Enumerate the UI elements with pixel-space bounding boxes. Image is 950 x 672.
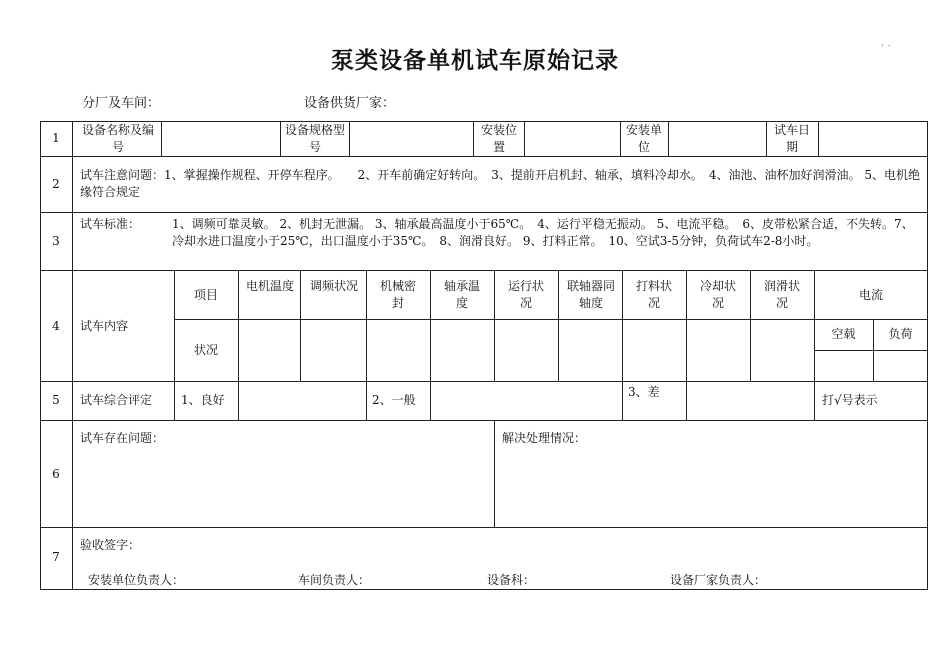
- current-idle-label: 空载: [831, 327, 856, 341]
- equipment-name-value[interactable]: [163, 122, 279, 155]
- install-unit-label: 安装单位: [625, 123, 662, 154]
- col-frequency-status: 调频状况: [309, 279, 358, 293]
- check-mark-note: 打√号表示: [822, 393, 878, 407]
- rating-good-label: 1、良好: [181, 393, 225, 407]
- test-date-value[interactable]: [820, 122, 926, 155]
- status-label: 状况: [193, 343, 218, 357]
- current-load-label: 负荷: [888, 327, 913, 341]
- row-number-7: 7: [52, 550, 60, 564]
- rating-fair-label: 2、一般: [372, 393, 416, 407]
- row-number-5: 5: [52, 393, 60, 407]
- install-unit-head-label: 安装单位负责人：: [88, 573, 185, 587]
- row-number-4: 4: [52, 319, 60, 333]
- rating-poor-checkbox[interactable]: [688, 382, 813, 419]
- rating-poor-label: 3、差: [628, 385, 660, 399]
- row-number-6: 6: [52, 467, 60, 481]
- install-location-label: 安装位置: [480, 123, 517, 154]
- row-number-2: 2: [52, 177, 60, 191]
- existing-problems-label: 试车存在问题：: [80, 431, 165, 445]
- test-content-label: 试车内容: [80, 319, 129, 333]
- record-table: [40, 121, 928, 590]
- rating-good-checkbox[interactable]: [240, 382, 365, 419]
- item-label: 项目: [193, 288, 218, 302]
- test-standard-label: 试车标准：: [80, 217, 141, 231]
- vendor-head-label: 设备厂家负责人：: [670, 573, 767, 587]
- test-date-label: 试车日期: [773, 123, 810, 154]
- col-current: 电流: [858, 288, 883, 302]
- solution-field[interactable]: [496, 451, 926, 525]
- rating-fair-checkbox[interactable]: [432, 382, 621, 419]
- existing-problems-field[interactable]: [74, 451, 492, 525]
- col-operation-status: 运行状况: [507, 279, 544, 310]
- acceptance-signature-label: 验收签字：: [80, 538, 141, 552]
- workshop-head-label: 车间负责人：: [298, 573, 371, 587]
- row-number-3: 3: [52, 234, 60, 248]
- row-number-1: 1: [52, 131, 60, 145]
- corner-mark: ⸯ ˉ: [880, 45, 892, 54]
- install-location-value[interactable]: [526, 122, 619, 155]
- test-precautions-text: 试车注意问题：1、掌握操作规程、开停车程序。 2、开车前确定好转向。 3、提前开启机封、轴承，填料冷却水。 4、油池、油杯加好润滑油。 5、电机绝缘符合规定: [80, 168, 920, 199]
- page-title: 泵类设备单机试车原始记录: [331, 48, 619, 74]
- test-standard-text: 1、调频可靠灵敏。 2、机封无泄漏。 3、轴承最高温度小于65℃。 4、运行平稳无振动。 5、电流平稳。 6、皮带松紧合适，不失转。7、冷却水进口温度小于25℃，出口温度小于35℃。 8、润滑良好。 9、打料正常。 10、空试3-5分钟，负荷试车2-8小时。: [172, 217, 914, 248]
- branch-workshop-label: 分厂及车间：: [82, 96, 161, 111]
- solution-label: 解决处理情况：: [502, 431, 587, 445]
- install-unit-value[interactable]: [670, 122, 765, 155]
- col-mechanical-seal: 机械密封: [379, 279, 416, 310]
- col-lubrication-status: 润滑状况: [763, 279, 800, 310]
- col-feeding-status: 打料状况: [635, 279, 672, 310]
- equipment-spec-label: 设备规格型号: [284, 123, 345, 154]
- col-motor-temperature: 电机温度: [245, 279, 294, 293]
- overall-evaluation-label: 试车综合评定: [80, 393, 153, 407]
- equipment-spec-value[interactable]: [351, 122, 472, 155]
- col-cooling-status: 冷却状况: [699, 279, 736, 310]
- col-coupling-alignment: 联轴器同轴度: [566, 279, 615, 310]
- equipment-dept-label: 设备科：: [487, 573, 536, 587]
- equipment-name-label: 设备名称及编号: [81, 123, 154, 154]
- supplier-label: 设备供货厂家：: [304, 96, 396, 111]
- col-bearing-temperature: 轴承温度: [443, 279, 480, 310]
